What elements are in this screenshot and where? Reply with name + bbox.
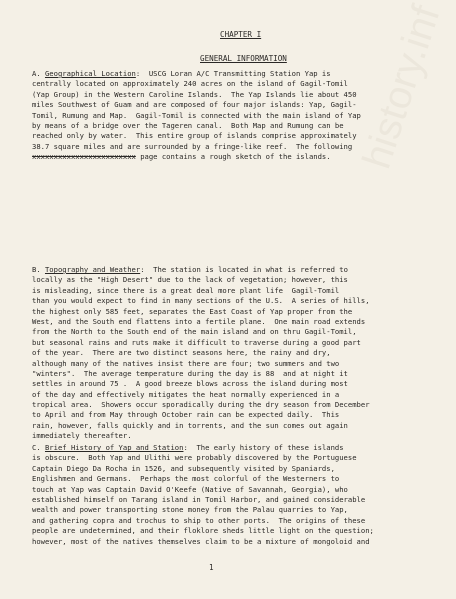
chapter-heading: CHAPTER I — [220, 30, 262, 39]
section-c-line: wealth and power transporting stone money from the Palau quarries to Yap, — [32, 505, 348, 515]
section-b-line: than you would expect to find in many sections of the U.S. A series of hills, — [32, 296, 370, 306]
section-b-line: West, and the South end flattens into a fertile plane. One main road extends — [32, 316, 366, 326]
section-a-heading: Geographical Location — [44, 69, 136, 78]
section-c-line: Captain Diego Da Rocha in 1526, and subsequently visited by Spaniards, — [32, 463, 335, 473]
section-b-line: locally as the "High Desert" due to the lack of vegetation; however, this — [32, 275, 348, 285]
section-c-line: people are undetermined, and their floklore sheds little light on the question; — [32, 526, 374, 536]
section-c-line: established himself on Tarang island in Tomil Harbor, and gained considerable — [32, 494, 366, 504]
section-b-label: B. — [32, 265, 41, 274]
section-a-line: 38.7 square miles and are surrounded by a fringe-like reef. The following — [32, 141, 353, 151]
section-b-line: immediately thereafter. — [32, 431, 132, 441]
section-b-heading: Topography and Weather — [44, 265, 141, 274]
section-b-line: although many of the natives insist there are four; two summers and two — [32, 358, 340, 368]
section-c-line: touch at Yap was Captain David O'Keefe (Native of Savannah, Georgia), who — [32, 484, 348, 494]
section-b-line: of the year. There are two distinct seasons here, the rainy and dry, — [32, 348, 331, 358]
section-c-first-line-text: The early history of these islands — [196, 443, 344, 452]
section-a-last-line-text: page contains a rough sketch of the islands. — [140, 152, 331, 162]
section-a-line: reached only by water. This entire group of islands comprise approximately — [32, 131, 357, 141]
section-a-line: miles Southwest of Guam and are composed of four major islands: Yap, Gagil- — [32, 100, 357, 110]
section-b-line: the highest only 585 feet, separates the East Coast of Yap proper from the — [32, 306, 353, 316]
section-b-line: rain, however, falls quickly and in torrents, and the sun comes out again — [32, 420, 348, 430]
watermark: history.inf — [354, 0, 449, 174]
section-b-line: from the North to the South end of the main island and on thru Gagil-Tomil, — [32, 327, 357, 337]
section-c-line: and gathering copra and trochus to ship to other ports. The origins of these — [32, 515, 366, 525]
section-a-line: centrally located on approximately 240 acres on the island of Gagil-Tomil — [32, 79, 348, 89]
chapter-title: GENERAL INFORMATION — [200, 54, 287, 63]
section-b-line: to April and from May through October rain can be expected daily. This — [32, 410, 340, 420]
section-a-line: by means of a bridge over the Tageren canal. Both Map and Rumung can be — [32, 120, 344, 130]
section-b-line: tropical area. Showers occur sporadically during the dry season from December — [32, 400, 370, 410]
section-c — [32, 443, 374, 547]
section-b-line: of the day and effectively mitigates the heat normally experienced in a — [32, 389, 340, 399]
section-c-first-line: C. Brief History of Yap and Station: The early history of these islands — [32, 443, 344, 452]
section-c-label: C. — [32, 443, 41, 452]
section-b-first-line: B. Topography and Weather: The station is located in what is referred to — [32, 265, 348, 274]
struck-text: xxxxxxxxxxxxxxxxxxxxxxxx — [32, 152, 136, 162]
section-a-line: (Yap Group) in the Western Caroline Islands. The Yap Islands lie about 450 — [32, 89, 357, 99]
section-c-heading: Brief History of Yap and Station — [44, 443, 184, 452]
section-c-line: Englishmen and Germans. Perhaps the most colorful of the Westerners to — [32, 474, 340, 484]
section-b-line: "winters". The average temperature during the day is 88 and at night it — [32, 368, 348, 378]
section-a-label: A. — [32, 69, 41, 78]
section-b — [32, 265, 370, 442]
section-b-line: is misleading, since there is a great deal more plant life Gagil-Tomil — [32, 285, 340, 295]
section-b-line: settles in around 75 . A good breeze blows across the island during most — [32, 379, 348, 389]
section-b-first-line-text: The station is located in what is referred to — [153, 265, 348, 274]
section-c-line: is obscure. Both Yap and Ulithi were probably discovered by the Portuguese — [32, 453, 357, 463]
section-a-last-line — [32, 152, 361, 162]
section-a-first-line: A. Geographical Location: USCG Loran A/C Transmitting Station Yap is — [32, 69, 331, 78]
section-a — [32, 69, 361, 163]
section-a-first-line-text: USCG Loran A/C Transmitting Station Yap is — [148, 69, 331, 78]
section-b-line: but seasonal rains and ruts make it difficult to traverse during a good part — [32, 337, 361, 347]
section-c-line: however, most of the natives themselves claim to be a mixture of mongoloid and — [32, 536, 370, 546]
section-a-line: Tomil, Rumung and Map. Gagil-Tomil is connected with the main island of Yap — [32, 110, 361, 120]
page-number: 1 — [209, 563, 214, 572]
